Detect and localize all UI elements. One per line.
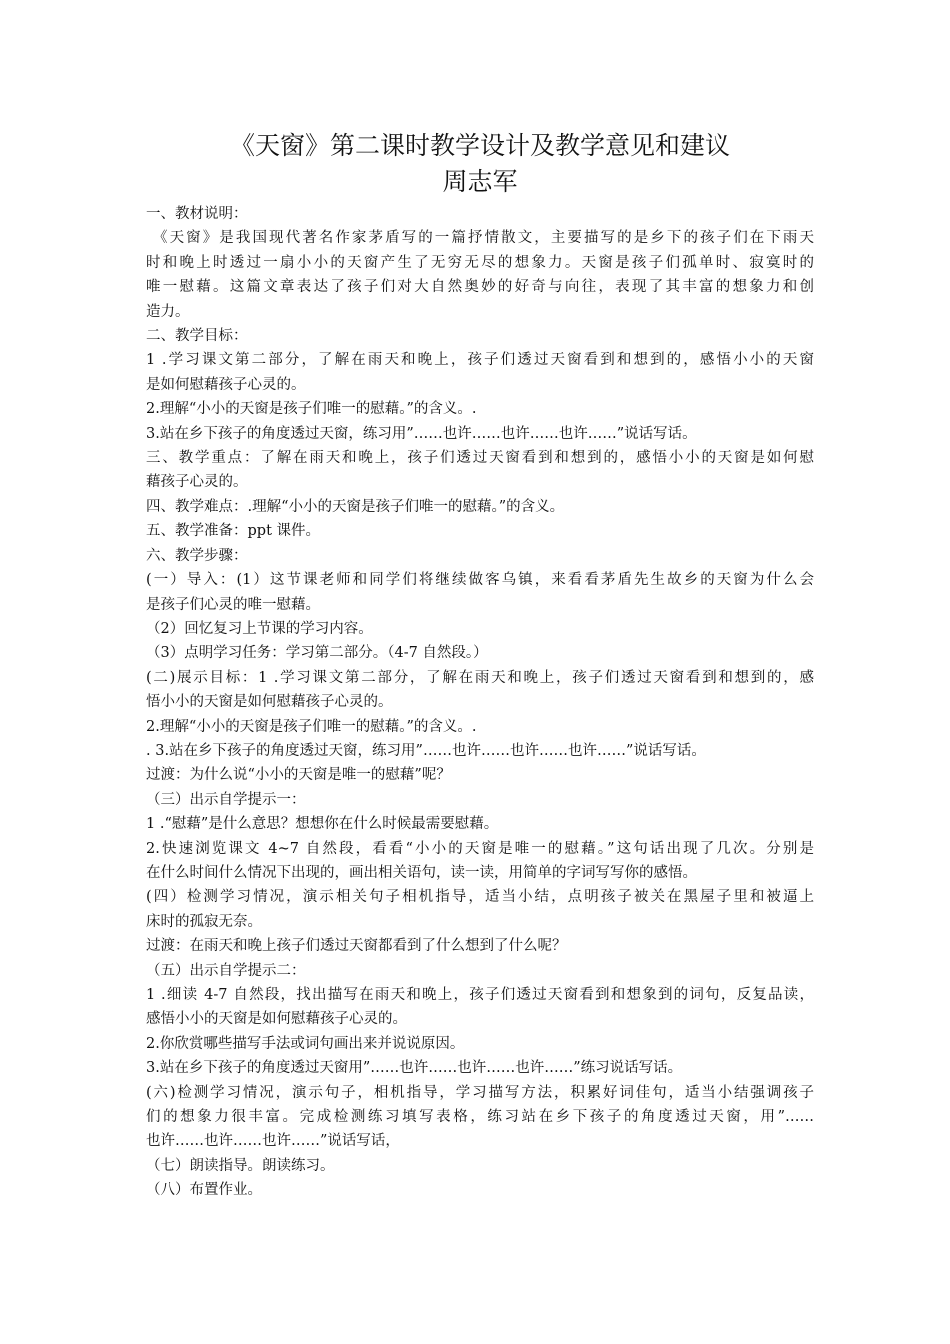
- text-line: 六、教学步骤：: [146, 547, 248, 564]
- text-line: 二、教学目标：: [146, 328, 248, 345]
- text-line: 一、教材说明：: [146, 206, 248, 222]
- document-author: 周志军: [442, 167, 518, 196]
- text-line: 2.理解“小小的天窗是孩子们唯一的慰藉。”的含义。.: [146, 718, 477, 735]
- text-line: (一）导入：(1）这节课老师和同学们将继续做客乌镇，来看看茅盾先生故乡的天窗为什么会: [146, 572, 814, 589]
- text-line: 2.你欣赏哪些描写手法或词句画出来并说说原因。: [146, 1035, 465, 1052]
- document-body: [146, 202, 814, 1203]
- text-line: 悟小小的天窗是如何慰藉孩子心灵的。: [146, 694, 393, 711]
- text-line: 四、教学难点：.理解“小小的天窗是孩子们唯一的慰藉。”的含义。: [146, 498, 565, 515]
- document-page: [146, 128, 814, 1203]
- text-line: 过渡：为什么说“小小的天窗是唯一的慰藉”呢？: [146, 767, 451, 784]
- text-line: 们的想象力很丰富。完成检测练习填写表格，练习站在乡下孩子的角度透过天窗，用”……: [146, 1109, 814, 1126]
- text-line: （七）朗读指导。朗读练习。: [146, 1157, 335, 1174]
- text-line: 造力。: [146, 303, 190, 320]
- text-line: （五）出示自学提示二：: [146, 962, 306, 979]
- text-line: 3.站在乡下孩子的角度透过天窗用”……也许……也许……也许……”练习说话写话。: [146, 1060, 683, 1077]
- text-line: 2.理解“小小的天窗是孩子们唯一的慰藉。”的含义。.: [146, 401, 477, 418]
- text-line: 藉孩子心灵的。: [146, 474, 248, 491]
- text-line: 2.快速浏览课文 4~7 自然段，看看“小小的天窗是唯一的慰藉。”这句话出现了几次。分别是: [146, 840, 814, 857]
- text-line: 3.站在乡下孩子的角度透过天窗，练习用”……也许……也许……也许……”说话写话。: [146, 425, 697, 442]
- text-line: 1 .细读 4-7 自然段，找出描写在雨天和晚上，孩子们透过天窗看到和想象到的词句，反复品读，: [146, 987, 814, 1003]
- text-line: 时和晚上时透过一扇小小的天窗产生了无穷无尽的想象力。天窗是孩子们孤单时、寂寞时的: [146, 254, 814, 271]
- text-line: 三、教学重点：了解在雨天和晚上，孩子们透过天窗看到和想到的，感悟小小的天窗是如何慰: [146, 450, 814, 467]
- text-line: （2）回忆复习上节课的学习内容。: [146, 620, 373, 637]
- text-line: 是孩子们心灵的唯一慰藉。: [146, 596, 320, 613]
- text-line: (二)展示目标：1 .学习课文第二部分，了解在雨天和晚上，孩子们透过天窗看到和想到的，感: [146, 669, 814, 686]
- document-title: 《天窗》第二课时教学设计及教学意见和建议: [229, 131, 730, 160]
- text-line: （三）出示自学提示一：: [146, 791, 306, 808]
- text-line: (六)检测学习情况，演示句子，相机指导，学习描写方法，积累好词佳句，适当小结强调孩子: [146, 1084, 814, 1101]
- text-line: 过渡：在雨天和晚上孩子们透过天窗都看到了什么想到了什么呢？: [146, 938, 567, 955]
- text-line: 也许……也许……也许……”说话写话，: [146, 1133, 400, 1150]
- text-line: (四）检测学习情况，演示相关句子相机指导，适当小结，点明孩子被关在黑屋子里和被逼上: [146, 889, 814, 906]
- text-line: 1 .“慰藉”是什么意思？想想你在什么时候最需要慰藉。: [146, 816, 499, 833]
- text-line: 1 .学习课文第二部分，了解在雨天和晚上，孩子们透过天窗看到和想到的，感悟小小的天窗: [146, 352, 814, 369]
- text-line: （八）布置作业。: [146, 1182, 262, 1199]
- text-line: 唯一慰藉。这篇文章表达了孩子们对大自然奥妙的好奇与向往，表现了其丰富的想象力和创: [146, 279, 814, 296]
- text-line: 床时的孤寂无奈。: [146, 913, 262, 930]
- text-line: 是如何慰藉孩子心灵的。: [146, 376, 306, 393]
- text-line: . 3.站在乡下孩子的角度透过天窗，练习用”……也许……也许……也许……”说话写话。: [146, 742, 706, 759]
- text-line: （3）点明学习任务：学习第二部分。（4-7 自然段。）: [146, 645, 488, 662]
- text-line: 感悟小小的天窗是如何慰藉孩子心灵的。: [146, 1011, 407, 1028]
- text-line: 五、教学准备：ppt 课件。: [146, 523, 320, 540]
- text-line: 在什么时间什么情况下出现的，画出相关语句，读一读，用简单的字词写写你的感悟。: [146, 864, 697, 881]
- text-line: 《天窗》是我国现代著名作家茅盾写的一篇抒情散文，主要描写的是乡下的孩子们在下雨天: [153, 230, 814, 247]
